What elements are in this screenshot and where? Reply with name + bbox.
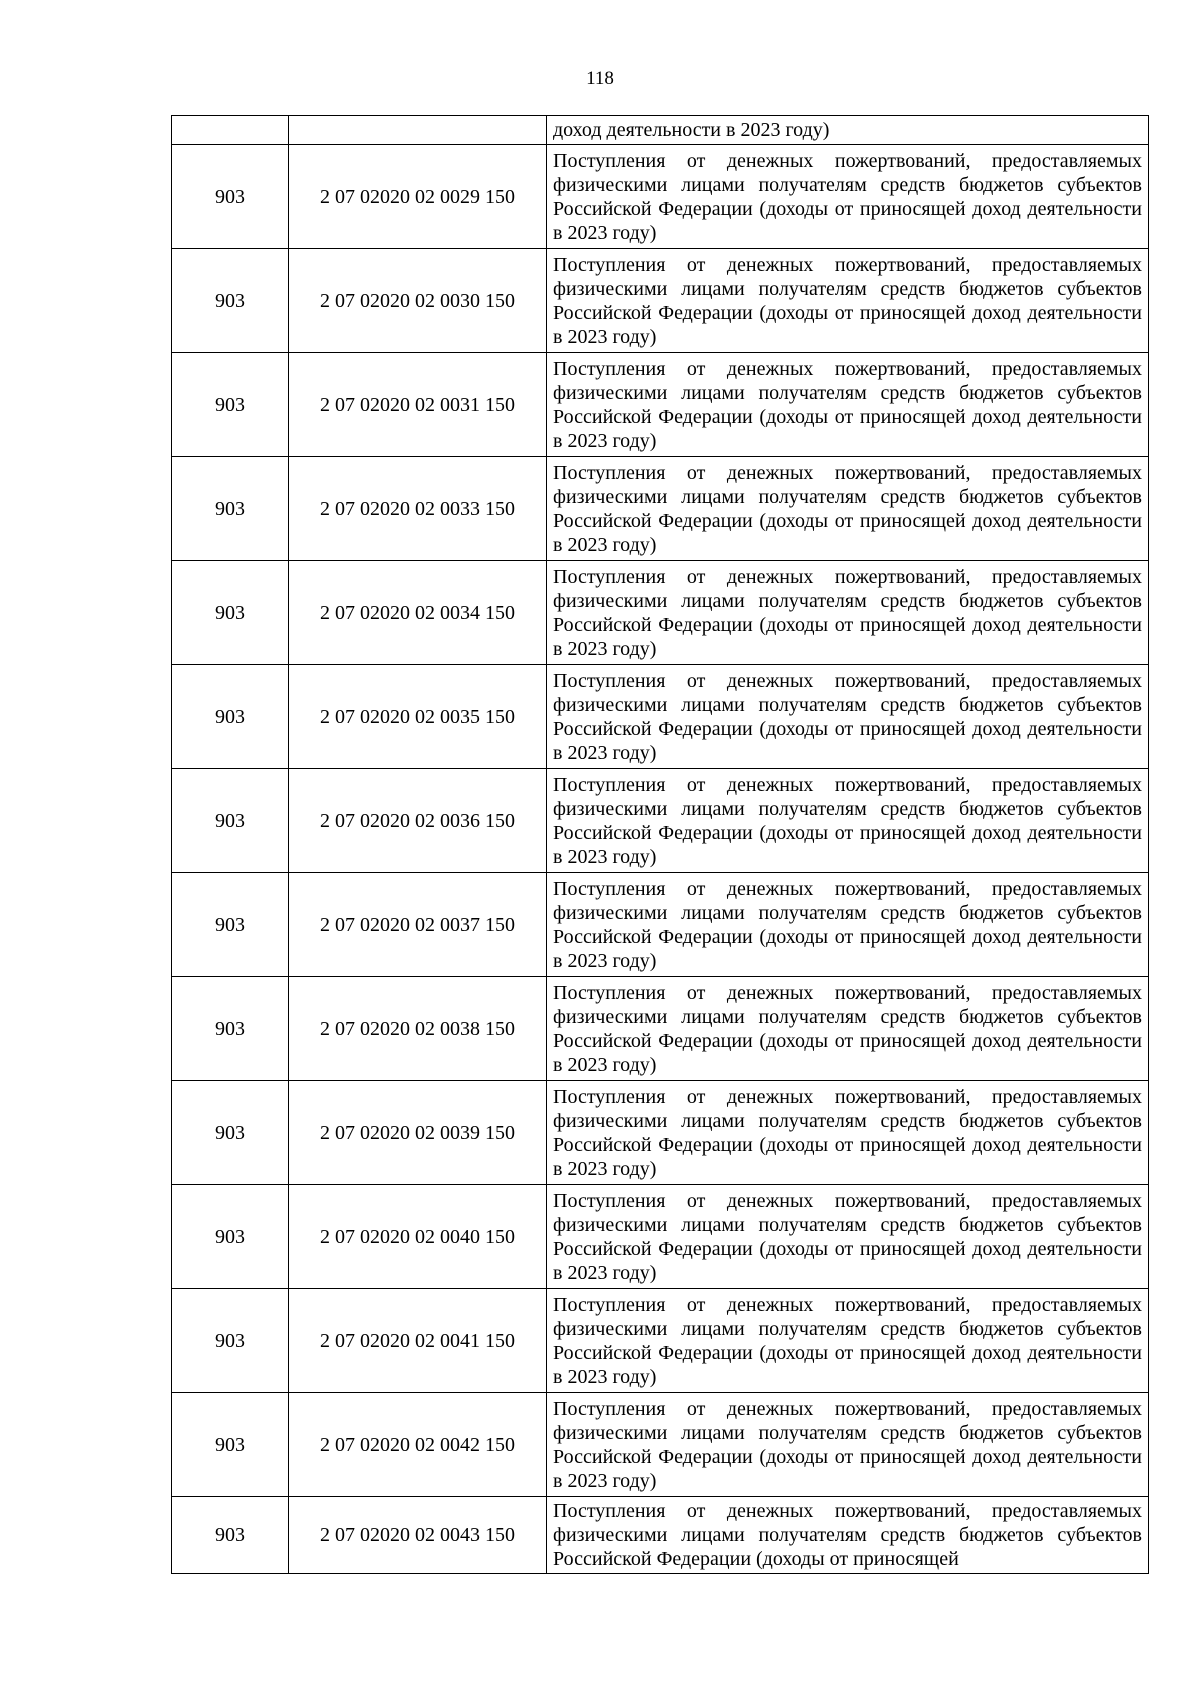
description-cell: Поступления от денежных пожертвований, предоставляемых физическими лицами получателям средств бюджетов субъектов Российской Федерации (доходы от приносящей доход деятельности в 2023 году): [547, 249, 1149, 353]
budget-code-cell: 2 07 02020 02 0030 150: [289, 249, 547, 353]
table-row: [172, 1497, 1149, 1574]
table-row: [172, 977, 1149, 1081]
budget-code-cell: 2 07 02020 02 0033 150: [289, 457, 547, 561]
budget-code-cell: 2 07 02020 02 0038 150: [289, 977, 547, 1081]
description-cell: Поступления от денежных пожертвований, предоставляемых физическими лицами получателям средств бюджетов субъектов Российской Федерации (доходы от приносящей доход деятельности в 2023 году): [547, 977, 1149, 1081]
description-cell: Поступления от денежных пожертвований, предоставляемых физическими лицами получателям средств бюджетов субъектов Российской Федерации (доходы от приносящей доход деятельности в 2023 году): [547, 353, 1149, 457]
table-row: [172, 561, 1149, 665]
budget-code-cell: 2 07 02020 02 0039 150: [289, 1081, 547, 1185]
admin-code-cell: 903: [172, 561, 289, 665]
description-cell: Поступления от денежных пожертвований, предоставляемых физическими лицами получателям средств бюджетов субъектов Российской Федерации (доходы от приносящей доход деятельности в 2023 году): [547, 457, 1149, 561]
admin-code-cell: 903: [172, 249, 289, 353]
budget-code-cell: [289, 116, 547, 145]
table-row: [172, 1289, 1149, 1393]
budget-code-cell: 2 07 02020 02 0036 150: [289, 769, 547, 873]
admin-code-cell: 903: [172, 457, 289, 561]
table-row: [172, 457, 1149, 561]
admin-code-cell: 903: [172, 769, 289, 873]
admin-code-cell: 903: [172, 873, 289, 977]
description-cell: доход деятельности в 2023 году): [547, 116, 1149, 145]
admin-code-cell: 903: [172, 1393, 289, 1497]
description-cell: Поступления от денежных пожертвований, предоставляемых физическими лицами получателям средств бюджетов субъектов Российской Федерации (доходы от приносящей доход деятельности в 2023 году): [547, 1393, 1149, 1497]
budget-code-cell: 2 07 02020 02 0040 150: [289, 1185, 547, 1289]
admin-code-cell: 903: [172, 1497, 289, 1574]
admin-code-cell: 903: [172, 353, 289, 457]
table-row: [172, 145, 1149, 249]
budget-code-cell: 2 07 02020 02 0029 150: [289, 145, 547, 249]
admin-code-cell: [172, 116, 289, 145]
table-row: [172, 116, 1149, 145]
table-row: [172, 665, 1149, 769]
table-row: [172, 1081, 1149, 1185]
budget-code-cell: 2 07 02020 02 0035 150: [289, 665, 547, 769]
description-cell: Поступления от денежных пожертвований, предоставляемых физическими лицами получателям средств бюджетов субъектов Российской Федерации (доходы от приносящей доход деятельности в 2023 году): [547, 873, 1149, 977]
admin-code-cell: 903: [172, 145, 289, 249]
description-cell: Поступления от денежных пожертвований, предоставляемых физическими лицами получателям средств бюджетов субъектов Российской Федерации (доходы от приносящей доход деятельности в 2023 году): [547, 1185, 1149, 1289]
budget-code-cell: 2 07 02020 02 0034 150: [289, 561, 547, 665]
table-row: [172, 1185, 1149, 1289]
description-cell: Поступления от денежных пожертвований, предоставляемых физическими лицами получателям средств бюджетов субъектов Российской Федерации (доходы от приносящей доход деятельности в 2023 году): [547, 769, 1149, 873]
table-row: [172, 1393, 1149, 1497]
budget-code-cell: 2 07 02020 02 0037 150: [289, 873, 547, 977]
description-cell: Поступления от денежных пожертвований, предоставляемых физическими лицами получателям средств бюджетов субъектов Российской Федерации (доходы от приносящей доход деятельности в 2023 году): [547, 1081, 1149, 1185]
revenue-codes-table: [171, 115, 1149, 1574]
table-row: [172, 249, 1149, 353]
description-cell: Поступления от денежных пожертвований, предоставляемых физическими лицами получателям средств бюджетов субъектов Российской Федерации (доходы от приносящей доход деятельности в 2023 году): [547, 561, 1149, 665]
budget-code-cell: 2 07 02020 02 0031 150: [289, 353, 547, 457]
description-cell: Поступления от денежных пожертвований, предоставляемых физическими лицами получателям средств бюджетов субъектов Российской Федерации (доходы от приносящей доход деятельности в 2023 году): [547, 145, 1149, 249]
admin-code-cell: 903: [172, 1185, 289, 1289]
description-cell: Поступления от денежных пожертвований, предоставляемых физическими лицами получателям средств бюджетов субъектов Российской Федерации (доходы от приносящей доход деятельности в 2023 году): [547, 1289, 1149, 1393]
admin-code-cell: 903: [172, 1081, 289, 1185]
table-row: [172, 353, 1149, 457]
admin-code-cell: 903: [172, 665, 289, 769]
table-row: [172, 873, 1149, 977]
admin-code-cell: 903: [172, 977, 289, 1081]
budget-code-cell: 2 07 02020 02 0042 150: [289, 1393, 547, 1497]
description-cell: Поступления от денежных пожертвований, предоставляемых физическими лицами получателям средств бюджетов субъектов Российской Федерации (доходы от приносящей: [547, 1497, 1149, 1574]
budget-code-cell: 2 07 02020 02 0041 150: [289, 1289, 547, 1393]
admin-code-cell: 903: [172, 1289, 289, 1393]
table-row: [172, 769, 1149, 873]
budget-code-cell: 2 07 02020 02 0043 150: [289, 1497, 547, 1574]
description-cell: Поступления от денежных пожертвований, предоставляемых физическими лицами получателям средств бюджетов субъектов Российской Федерации (доходы от приносящей доход деятельности в 2023 году): [547, 665, 1149, 769]
page-number: 118: [586, 68, 614, 89]
